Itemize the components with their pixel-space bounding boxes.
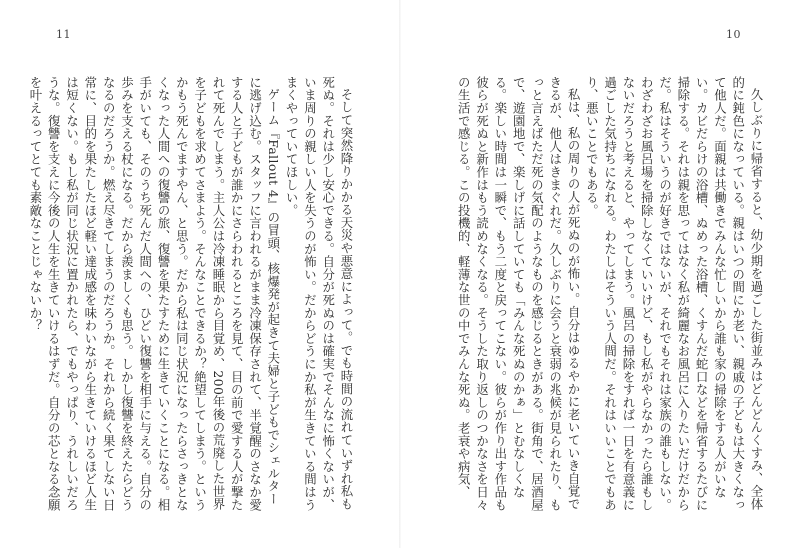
book-gutter xyxy=(399,0,401,548)
page-number-right: 10 xyxy=(726,28,741,41)
paragraph: ゲーム『Fallout 4』の冒頭、核爆発が起きて夫婦と子どもでシェルターに逃げ込む。スタッフに言われるがまま冷凍保存されて、半覚醒のさなか愛する人と子どもが誰かにさらわれるところを見て、目の前で愛する人が撃たれて死んでしまう。主人公は冷凍睡眠から目覚め、200年後の荒廃した世界を子どもを求めてさまよう。そんなことできるか？絶望してしまう。というかもう死んでますやん、と思う。だから私は同じ状況になったらさっきとなくなった人間への復讐の旅、復讐を果たすために生きていくことになる。相手がいても、そのうち死んだ人間への、ひどい復讐を相手に与える。自分の歩みを支える杖になる。だから羨ましくも思う。しかし復讐を終えたらどうなるのだろうか。燃え尽きてしまうのだろうか。それから続く果てしない日常に、目的を果たしたほど軽い達成感を味わいながら生きていけるほど人生は短くない。もし私が同じ状況に置かれたら、でもやっぱり、うれしいだろうな。復讐を支えに今後の人生を生きていけるはずだ。自分の芯となる念願を叶えるってとても素敵なことじゃないか？ xyxy=(27,76,281,512)
paragraph: そして突然降りかかる天災や悪意によって。でも時間の流れていずれ私も死ぬ。それは少し安心できる。自分が死ぬのは確実でそんなに怖くないが、いま周りの親しい人を失うのが怖い。だからどうにか私が生きている間はうまくやっていてほしい。 xyxy=(284,76,354,512)
paragraph: 私は、私の周りの人が死ぬのが怖い。自分はゆるやかに老いていき自覚できるが、他人はきまぐれだ。久しぶりに会うと衰弱の兆候が見られたり、もっと言えばただ死の気配のようなものを感じるときがある。街角で、居酒屋で、遊園地で、楽しげに話していても「みんな死ぬのかぁ」とむなしくなる。楽しい時間は一瞬で、もう二度と戻ってこない。彼らが作り出す作品も彼らが死ぬと新作はもう読めなくなる。そうした取り返しのつかなさを日々の生活で感じる。この投機的、軽薄な世の中でみんな死ぬ。老衰や病気、 xyxy=(456,76,582,512)
paragraph: 久しぶりに帰省すると、幼少期を過ごした街並みはどんどんくすみ、全体的に鈍色になっている。親はいつの間にか老い、親戚の子どもは大きくなって他人だ。面親は共働きでみんな忙しいから誰も家の掃除をする人がいない。カビだらけの浴槽、ぬめった浴槽、くすんだ蛇口などを帰省するたびに掃除する。それは親を思ってはなく私が綺麗なお風呂に入りたいだけだからだ。私はそういうのが好きではないが、それでもそれは家族の誰もしない。わざわざお風呂場を掃除しなくていいけど、もし私がやらなかったら誰もしないだろうと考えると、やってしまう。風呂の掃除をすれば一日を有意義に過ごした気持ちになれる。わたしはそういう人間だ。それはいいことでもあり、悪いことでもある。 xyxy=(584,76,764,512)
page-number-left: 11 xyxy=(56,28,71,41)
left-page-text xyxy=(27,76,355,516)
right-page-text xyxy=(415,76,765,516)
